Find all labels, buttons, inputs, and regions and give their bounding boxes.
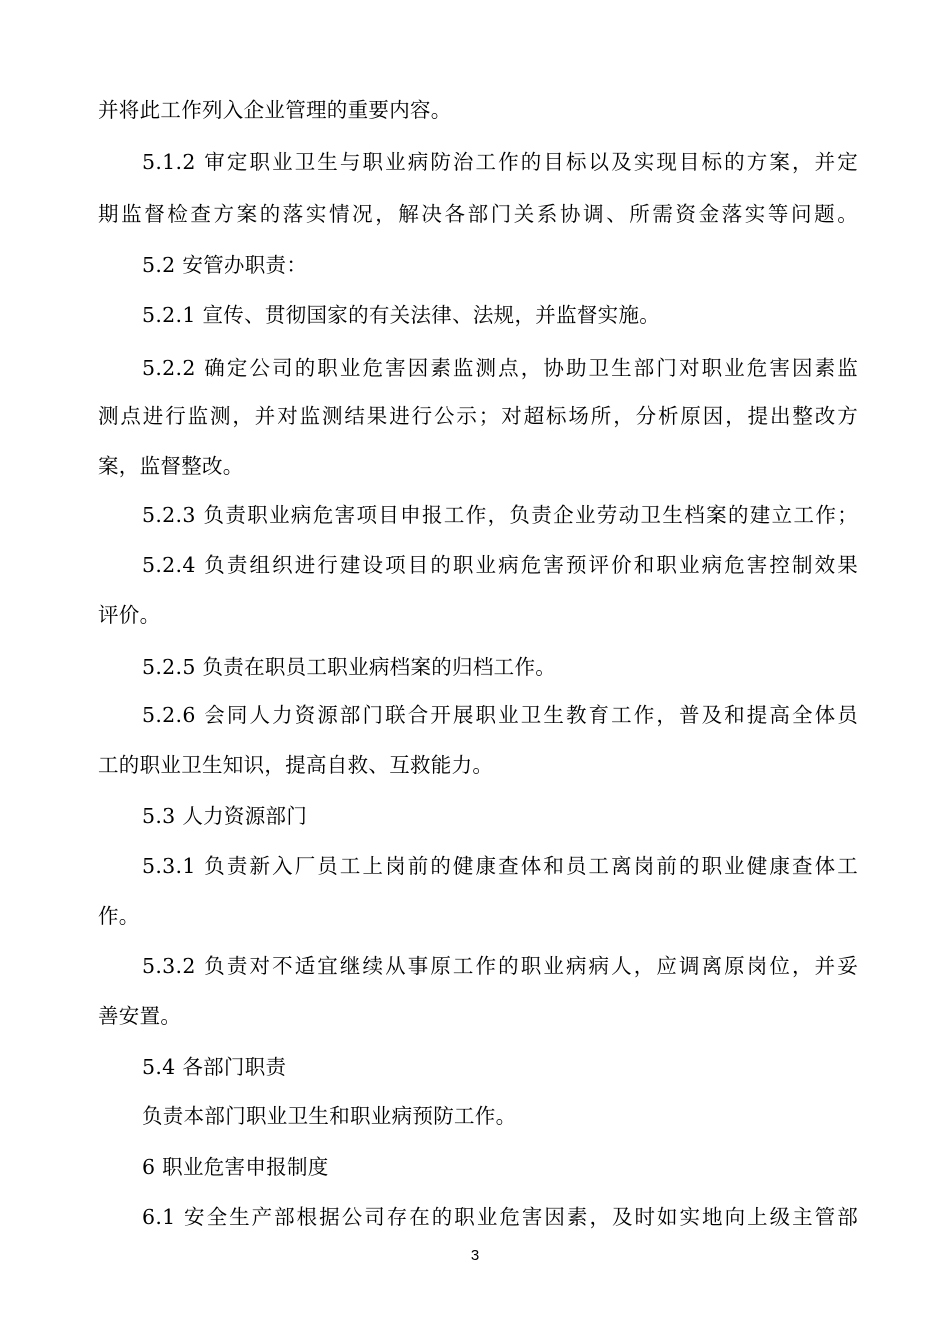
section-heading: 5.3 人力资源部门	[142, 804, 308, 828]
text-line: 5.2.5 负责在职员工职业病档案的归档工作。	[142, 655, 557, 679]
page-number: 3	[470, 1247, 480, 1264]
text-line: 5.2.4 负责组织进行建设项目的职业病危害预评价和职业病危害控制效果	[142, 553, 858, 577]
text-line: 善安置。	[98, 1004, 182, 1028]
text-line: 并将此工作列入企业管理的重要内容。	[98, 98, 452, 122]
text-line: 负责本部门职业卫生和职业病预防工作。	[142, 1104, 517, 1128]
text-line: 作。	[98, 904, 140, 928]
text-line: 5.2.3 负责职业病危害项目申报工作，负责企业劳动卫生档案的建立工作；	[142, 503, 858, 527]
text-line: 期监督检查方案的落实情况，解决各部门关系协调、所需资金落实等问题。	[98, 202, 858, 226]
text-line: 5.2.6 会同人力资源部门联合开展职业卫生教育工作，普及和提高全体员	[142, 703, 858, 727]
text-line: 案，监督整改。	[98, 454, 244, 478]
text-line: 评价。	[98, 603, 161, 627]
text-line: 6.1 安全生产部根据公司存在的职业危害因素，及时如实地向上级主管部	[142, 1205, 858, 1229]
text-line: 工的职业卫生知识，提高自救、互救能力。	[98, 753, 494, 777]
text-line: 5.2.2 确定公司的职业危害因素监测点，协助卫生部门对职业危害因素监	[142, 356, 858, 380]
section-heading: 6 职业危害申报制度	[142, 1155, 329, 1179]
text-line: 测点进行监测，并对监测结果进行公示；对超标场所，分析原因，提出整改方	[98, 404, 858, 428]
text-line: 5.3.1 负责新入厂员工上岗前的健康查体和员工离岗前的职业健康查体工	[142, 854, 858, 878]
text-line: 5.2.1 宣传、贯彻国家的有关法律、法规，并监督实施。	[142, 303, 661, 327]
text-line: 5.1.2 审定职业卫生与职业病防治工作的目标以及实现目标的方案，并定	[142, 150, 858, 174]
text-line: 5.3.2 负责对不适宜继续从事原工作的职业病病人，应调离原岗位，并妥	[142, 954, 858, 978]
section-heading: 5.4 各部门职责	[142, 1055, 287, 1079]
section-heading: 5.2 安管办职责：	[142, 253, 308, 277]
